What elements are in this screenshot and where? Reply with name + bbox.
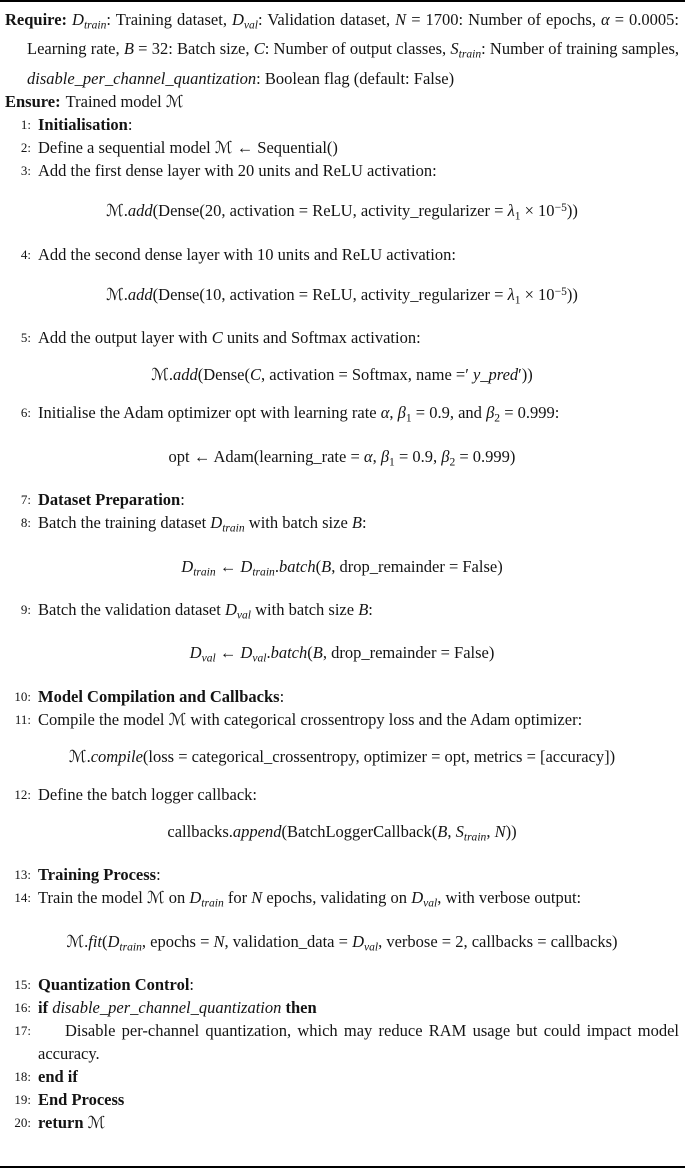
text-segment: ( <box>307 643 313 663</box>
text-segment: = 32: Batch size, <box>133 39 254 59</box>
text-segment: = 0.0005: Learning rate, <box>27 10 679 59</box>
text-segment: S <box>450 39 459 59</box>
text-segment: D <box>224 600 237 619</box>
line-content <box>38 1019 679 1065</box>
text-segment: val <box>243 19 259 32</box>
equation-line <box>5 445 679 474</box>
text-segment: , with verbose output: <box>437 888 582 908</box>
ensure-line <box>5 90 679 113</box>
algorithm-line <box>5 1065 679 1088</box>
equation-line <box>5 555 679 584</box>
text-segment: D <box>352 931 364 951</box>
text-segment: : <box>279 686 285 706</box>
text-segment: (loss = categorical_crossentropy, optimizer = opt, metrics = [accuracy]) <box>142 746 616 766</box>
text-segment: (BatchLoggerCallback( <box>281 821 438 841</box>
algorithm-line <box>5 113 679 136</box>
equation-line <box>5 745 679 769</box>
text-segment: B <box>123 39 134 59</box>
line-number: 2: <box>20 139 31 155</box>
text-segment: : Boolean flag (default: False) <box>256 68 455 88</box>
text-segment: = 0.999) <box>455 446 516 466</box>
equation-line <box>5 820 679 849</box>
text-segment: = 0.9, <box>394 446 442 466</box>
text-segment: on <box>164 888 190 908</box>
text-segment: ℳ <box>106 201 124 221</box>
equation-line <box>5 641 679 670</box>
text-segment: ℳ <box>165 91 184 111</box>
text-segment: , <box>389 403 398 423</box>
text-segment: , <box>372 446 381 466</box>
text-segment: D <box>181 556 194 576</box>
line-content <box>38 1111 679 1134</box>
ensure-label: Ensure: <box>5 91 61 111</box>
require-label: Require: <box>5 10 68 29</box>
text-segment: val <box>363 941 379 954</box>
line-content <box>38 159 679 182</box>
text-segment: train <box>458 48 482 61</box>
line-number: 5: <box>20 330 31 346</box>
text-segment: B <box>437 821 448 841</box>
text-segment: λ <box>507 201 515 221</box>
text-segment: D <box>240 556 253 576</box>
text-segment: Compile the model <box>38 709 169 729</box>
text-segment: D <box>231 10 244 29</box>
text-segment: , drop_remainder = False) <box>322 643 495 663</box>
text-segment: return <box>38 1113 88 1133</box>
text-segment: 1 <box>389 456 395 469</box>
line-content <box>38 1065 679 1088</box>
text-segment: Define a sequential model <box>38 137 215 157</box>
text-segment: batch <box>270 643 308 663</box>
text-segment: B <box>321 556 332 576</box>
text-segment: Model Compilation and Callbacks <box>38 686 280 706</box>
text-segment: α <box>363 446 373 466</box>
text-segment: β <box>441 446 450 466</box>
text-segment: D <box>189 643 202 663</box>
text-segment: ℳ <box>214 137 233 157</box>
text-segment: )) <box>505 821 517 841</box>
text-segment: C <box>211 328 223 348</box>
text-segment: val <box>201 652 216 665</box>
text-segment: (Dense(10, activation = ReLU, activity_regularizer = <box>152 284 508 304</box>
text-segment: : <box>156 865 161 885</box>
text-segment: , validation_data = <box>224 931 353 951</box>
text-segment: Train the model <box>38 888 147 908</box>
text-segment: . <box>84 931 89 951</box>
text-segment: ℳ <box>146 888 165 908</box>
text-segment: C <box>250 365 262 385</box>
text-segment: . <box>86 746 91 766</box>
line-number: 12: <box>14 786 31 802</box>
line-content <box>38 973 679 996</box>
line-number: 10: <box>14 688 31 704</box>
line-content <box>38 136 679 159</box>
text-segment: Disable per-channel quantization, which may reduce RAM usage but could impact model accuracy. <box>38 1021 679 1064</box>
line-number: 19: <box>14 1092 31 1108</box>
text-segment: append <box>232 821 282 841</box>
text-segment: D <box>210 513 223 533</box>
text-segment: 1 <box>405 412 412 425</box>
line-number: 15: <box>14 977 31 993</box>
text-segment: : Validation dataset, <box>258 10 396 29</box>
text-segment: if <box>38 998 53 1018</box>
algorithm-line <box>5 1019 679 1065</box>
text-segment: y_pred <box>472 365 519 385</box>
text-segment: ← <box>215 556 241 576</box>
text-segment: , <box>447 821 456 841</box>
equation-line <box>5 930 679 959</box>
text-segment: ℳ <box>66 931 85 951</box>
text-segment: (Dense( <box>197 365 250 385</box>
line-number: 14: <box>14 890 31 906</box>
text-segment: N <box>395 10 407 29</box>
line-content <box>38 488 679 511</box>
line-number: 4: <box>20 246 31 262</box>
algorithm-line <box>5 401 679 430</box>
text-segment: . <box>168 365 174 385</box>
text-segment: D <box>411 888 424 908</box>
text-segment: , drop_remainder = False) <box>331 556 503 576</box>
text-segment: ( <box>102 931 108 951</box>
text-segment: for <box>223 888 252 908</box>
text-segment: : Training dataset, <box>106 10 232 29</box>
text-segment: B <box>358 600 369 619</box>
line-number: 16: <box>14 1000 31 1016</box>
text-segment: −5 <box>554 201 567 214</box>
text-segment: epochs, validating on <box>262 888 412 908</box>
algorithm-line <box>5 511 679 540</box>
text-segment: Add the second dense layer with 10 units and ReLU activation: <box>38 244 456 264</box>
line-number: 13: <box>14 867 31 883</box>
text-segment: . <box>123 284 128 304</box>
text-segment: β <box>397 403 406 423</box>
line-content <box>38 243 679 266</box>
line-number: 20: <box>14 1115 31 1131</box>
text-segment: train <box>193 566 216 578</box>
algorithm-body <box>5 113 679 1134</box>
line-content <box>38 685 679 708</box>
equation-line <box>5 363 679 387</box>
algorithm-line <box>5 136 679 159</box>
text-segment: 2 <box>494 412 501 425</box>
line-number: 6: <box>20 405 31 421</box>
line-content <box>38 511 679 540</box>
line-content <box>38 113 679 136</box>
text-segment: : Number of output classes, <box>264 39 451 59</box>
text-segment: : <box>180 490 185 510</box>
text-segment: ← <box>215 643 241 663</box>
line-content <box>38 996 679 1019</box>
text-segment: Batch the training dataset <box>38 513 211 533</box>
text-segment: : Number of training samples, <box>481 39 680 59</box>
text-segment: B <box>351 513 362 533</box>
text-segment: batch <box>278 556 316 576</box>
text-segment: N <box>251 888 263 908</box>
algorithm-line <box>5 326 679 349</box>
text-segment: , <box>486 821 495 841</box>
text-segment: Initialise the Adam optimizer opt with learning rate <box>38 403 381 423</box>
text-segment: with batch size <box>250 600 359 619</box>
line-content <box>38 326 679 349</box>
text-segment: end if <box>38 1067 78 1087</box>
text-segment: Batch the validation dataset <box>38 600 225 619</box>
text-segment: ℳ <box>151 365 169 385</box>
text-segment: 2 <box>449 456 456 469</box>
text-segment: )) <box>566 201 578 221</box>
text-segment: opt ← Adam(learning_rate = <box>168 446 364 466</box>
algorithm-line <box>5 783 679 806</box>
text-segment: = 0.999: <box>500 403 560 423</box>
line-content <box>38 598 679 627</box>
algorithm-line <box>5 243 679 266</box>
text-segment: add <box>173 365 198 385</box>
require-line <box>5 8 679 90</box>
text-segment: × 10 <box>520 284 555 304</box>
text-segment: N <box>213 931 225 951</box>
algorithm-line <box>5 886 679 915</box>
line-number: 3: <box>20 162 31 178</box>
text-segment: Trained model <box>65 91 166 111</box>
line-number: 18: <box>14 1069 31 1085</box>
algorithm-line <box>5 1111 679 1134</box>
text-segment: N <box>494 821 506 841</box>
text-segment: train <box>201 897 224 910</box>
text-segment: : <box>368 600 373 619</box>
algorithm-line <box>5 996 679 1019</box>
line-content <box>38 863 679 886</box>
line-content <box>38 1088 679 1111</box>
ensure-content <box>66 92 184 111</box>
line-number: 7: <box>20 492 31 508</box>
text-segment: Add the first dense layer with 20 units and ReLU activation: <box>38 160 437 180</box>
text-segment: 1 <box>514 210 521 223</box>
algorithm-line <box>5 973 679 996</box>
text-segment: train <box>463 831 487 844</box>
text-segment: D <box>72 10 84 29</box>
text-segment: , verbose = 2, callbacks = callbacks) <box>378 931 618 951</box>
text-segment: : <box>127 114 133 134</box>
text-segment: λ <box>507 284 515 304</box>
text-segment: . <box>266 643 271 663</box>
text-segment: train <box>222 522 245 535</box>
text-segment: D <box>189 888 202 908</box>
text-segment: , activation = Softmax, name = <box>261 365 466 385</box>
text-segment: Dataset Preparation <box>38 490 181 510</box>
text-segment: D <box>107 931 120 951</box>
text-segment: C <box>253 39 265 59</box>
line-content <box>38 708 679 731</box>
require-content <box>27 10 679 88</box>
text-segment: : <box>189 975 195 995</box>
text-segment: Training Process <box>38 865 157 885</box>
line-number: 17: <box>14 1023 31 1039</box>
line-number: 8: <box>20 515 31 531</box>
text-segment: val <box>423 897 438 910</box>
text-segment: disable_per_channel_quantization <box>27 68 257 88</box>
text-segment: : <box>361 513 367 533</box>
text-segment: ℳ <box>87 1113 106 1133</box>
text-segment: ℳ <box>168 709 187 729</box>
algorithm-line <box>5 159 679 182</box>
text-segment: callbacks. <box>167 821 233 841</box>
text-segment: val <box>236 609 251 622</box>
text-segment: compile <box>90 746 143 766</box>
algorithm-line <box>5 598 679 627</box>
text-segment: with categorical crossentropy loss and the Adam optimizer: <box>186 709 583 729</box>
text-segment: with batch size <box>244 513 352 533</box>
line-content <box>38 783 679 806</box>
line-content <box>38 886 679 915</box>
text-segment: ′ <box>465 365 473 385</box>
equation-line <box>5 196 679 229</box>
text-segment: train <box>119 941 142 954</box>
text-segment: units and Softmax activation: <box>222 328 421 348</box>
text-segment: ℳ <box>68 746 87 766</box>
text-segment: −5 <box>554 285 567 298</box>
text-segment: ← Sequential() <box>232 137 338 157</box>
text-segment: Initialisation <box>38 114 128 134</box>
line-number: 11: <box>14 711 31 727</box>
text-segment: . <box>274 556 279 576</box>
line-content <box>38 401 679 430</box>
algorithm-line <box>5 1088 679 1111</box>
text-segment: Add the output layer with <box>38 328 212 348</box>
text-segment: S <box>455 821 464 841</box>
text-segment: train <box>252 566 275 578</box>
text-segment: add <box>127 284 153 304</box>
text-segment: × 10 <box>520 201 555 221</box>
text-segment: = 0.9, and <box>411 403 487 423</box>
text-segment: )) <box>566 284 578 304</box>
equation-line <box>5 280 679 313</box>
algorithm-line <box>5 685 679 708</box>
text-segment: B <box>312 643 323 663</box>
algorithm-line <box>5 863 679 886</box>
algorithm-line <box>5 488 679 511</box>
line-number: 1: <box>20 116 31 132</box>
text-segment: add <box>127 201 153 221</box>
text-segment: β <box>486 403 495 423</box>
algorithm-line <box>5 708 679 731</box>
text-segment: Quantization Control <box>38 975 190 995</box>
text-segment: val <box>252 652 267 665</box>
text-segment: α <box>601 10 610 29</box>
text-segment: ( <box>315 556 322 576</box>
text-segment: ℳ <box>106 284 124 304</box>
line-number: 9: <box>20 602 31 617</box>
text-segment: β <box>380 446 390 466</box>
text-segment: ′ <box>518 365 522 385</box>
text-segment: train <box>83 19 107 32</box>
text-segment: D <box>240 643 253 663</box>
text-segment: fit <box>88 931 102 951</box>
text-segment: Define the batch logger callback: <box>38 784 257 804</box>
text-segment: α <box>380 403 390 423</box>
text-segment: 1 <box>514 294 521 307</box>
text-segment: then <box>281 998 317 1018</box>
text-segment: (Dense(20, activation = ReLU, activity_regularizer = <box>152 201 508 221</box>
text-segment: End Process <box>38 1090 125 1110</box>
text-segment: = 1700: Number of epochs, <box>406 10 601 29</box>
text-segment: , epochs = <box>141 931 214 951</box>
text-segment: disable_per_channel_quantization <box>52 998 282 1018</box>
text-segment: )) <box>521 365 533 385</box>
text-segment: . <box>123 201 128 221</box>
